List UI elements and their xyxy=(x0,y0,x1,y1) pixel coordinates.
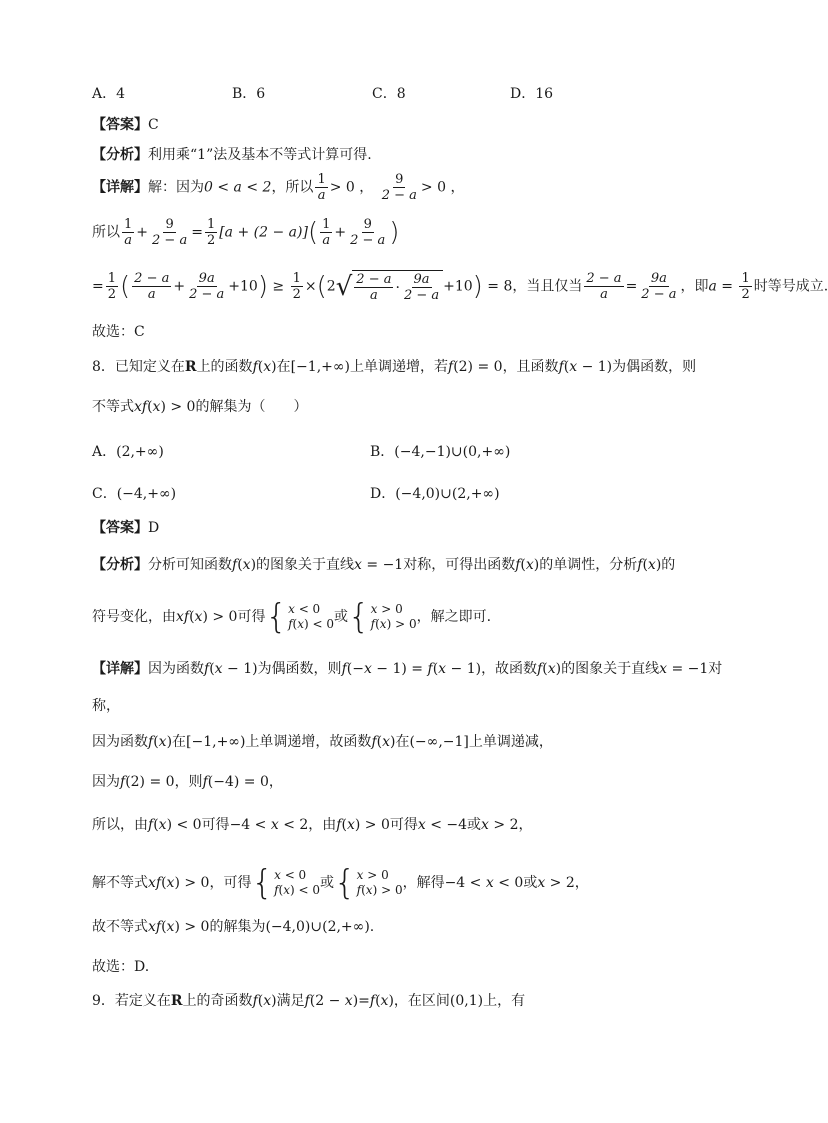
fraction: $\frac{9a}{2 - a}$ xyxy=(641,271,677,302)
q8-option-d: D．(−4,0)∪(2,+∞) xyxy=(370,486,500,502)
fraction: $\frac{9a}{2 - a}$ xyxy=(189,271,225,302)
real-set-symbol: R xyxy=(184,359,197,375)
detail-text: 故不等式 xyxy=(92,919,148,935)
q8-analysis-line-1: 【分析】分析可知函数f(x)的图象关于直线x = −1对称，可得出函数f(x)的单调性，分析f(x)的 xyxy=(92,557,676,573)
stem-text: 满足 xyxy=(276,993,305,1009)
detail-text: 在[−1,+∞)上单调递增，故函数 xyxy=(172,734,372,750)
q8-option-b: B．(−4,−1)∪(0,+∞) xyxy=(370,444,511,460)
fraction: $\frac{9}{2 - a}$ xyxy=(381,172,417,203)
answer-value: D xyxy=(148,520,160,536)
q7-detail-line-1 xyxy=(92,172,464,203)
stem-text: 不等式 xyxy=(92,399,134,415)
detail-text: 的图象关于直线 xyxy=(561,661,660,677)
fraction: $\frac{1}{2}$ xyxy=(741,271,750,302)
square-root: √ $\frac{2 - a}{a}$ · $\frac{9a}{2 - a}$ xyxy=(336,270,443,303)
math-condition: 0 < a < 2 xyxy=(204,179,272,196)
stem-text: 在[−1,+∞)上单调递增，若 xyxy=(276,359,448,375)
math-text: > 0 ， xyxy=(329,179,374,196)
detail-text: 对 xyxy=(708,661,723,677)
q8-detail-line-1b: 称， xyxy=(92,698,120,714)
stem-text: ，在区间 xyxy=(393,993,450,1009)
analysis-text: 的单调性，分析 xyxy=(539,557,638,573)
q7-analysis xyxy=(92,146,372,164)
q8-detail-line-2: 因为函数f(x)在[−1,+∞)上单调递增，故函数f(x)在(−∞,−1]上单调递减， xyxy=(92,734,553,750)
q7-option-b: B．6 xyxy=(232,86,266,102)
q7-option-a: A．4 xyxy=(92,86,126,102)
q8-option-c: C．(−4,+∞) xyxy=(92,486,177,502)
q8-detail-line-4: 所以，由f(x) < 0可得−4 < x < 2，由f(x) > 0可得x < −4或x > 2， xyxy=(92,817,533,833)
q8-detail-line-5: 解不等式xf(x) > 0，可得 { x < 0 f(x) < 0 或 { x > 0 f(x) > 0 ，解得−4 < x < 0或x > 2， xyxy=(92,863,589,903)
fraction: $\frac{1}{2}$ xyxy=(206,217,216,248)
fraction: $\frac{1}{a}$ xyxy=(124,217,133,248)
q8-conclusion: 故选：D. xyxy=(92,959,150,975)
inequality-system: { x < 0 f(x) < 0 xyxy=(265,597,335,637)
detail-text: 或 xyxy=(523,875,538,891)
fraction: $\frac{1}{2}$ xyxy=(292,271,301,302)
q7-detail-line-3: = $\frac{1}{2}$ ( $\frac{2 - a}{a}$ + $\frac{9a}{2 - a}$ +10) ≥ $\frac{1}{2}$ ×(2 √ $\frac{2 - a}{a}$ · $\frac{9a}{2 - a}$ +10) = 8，当且仅当 $\frac{2 - a}{a}$ = $\frac{9a}{2 - a}$ ，即a = $\frac{1}{2}$ 时等号成立. xyxy=(92,271,828,303)
q7-option-c: C．8 xyxy=(372,86,406,102)
detail-text: 可得 xyxy=(389,817,418,833)
answer-tag: 【答案】 xyxy=(92,117,148,133)
analysis-text: 分析可知函数 xyxy=(148,557,232,573)
detail-tag: 【详解】 xyxy=(92,179,148,196)
answer-tag: 【答案】 xyxy=(92,520,148,536)
detail-text: ，解得 xyxy=(402,875,445,891)
stem-text: 9．若定义在 xyxy=(92,993,171,1009)
analysis-text: 对称，可得出函数 xyxy=(403,557,516,573)
detail-text: ，可得 xyxy=(209,875,252,891)
fraction: $\frac{1}{a}$ xyxy=(322,217,331,248)
real-set-symbol: R xyxy=(170,993,183,1009)
detail-text: ，则 xyxy=(174,774,203,790)
q7-option-d: D．16 xyxy=(510,86,554,102)
q8-analysis-line-2: 符号变化，由xf(x) > 0可得 { x < 0 f(x) < 0 或 { x > 0 f(x) > 0 ，解之即可. xyxy=(92,597,492,637)
analysis-text: 可得 xyxy=(237,609,266,625)
detail-text: . xyxy=(369,919,375,935)
detail-text: ，由 xyxy=(308,817,337,833)
detail-text: 因为函数 xyxy=(92,734,148,750)
detail-text: ，故函数 xyxy=(481,661,538,677)
detail-text: 的解集为 xyxy=(209,919,266,935)
q7-answer xyxy=(92,116,159,134)
fraction: $\frac{9}{2 - a}$ xyxy=(350,217,386,248)
analysis-text: 的图象关于直线 xyxy=(256,557,355,573)
fraction: $\frac{2 - a}{a}$ xyxy=(134,271,170,302)
stem-text: 8．已知定义在 xyxy=(92,359,185,375)
detail-text: ， xyxy=(574,875,589,891)
detail-text: 或 xyxy=(467,817,482,833)
detail-text: 所以，由 xyxy=(92,817,148,833)
detail-text: 因为 xyxy=(92,774,120,790)
analysis-text: 符号变化，由 xyxy=(92,609,176,625)
q8-detail-line-3: 因为f(2) = 0，则f(−4) = 0， xyxy=(92,774,283,790)
detail-text: 解：因为 xyxy=(148,179,204,196)
q8-detail-line-1: 【详解】因为函数f(x − 1)为偶函数，则f(−x − 1) = f(x − 1)，故函数f(x)的图象关于直线x = −1对 xyxy=(92,661,723,677)
fraction: $\frac{9}{2 - a}$ xyxy=(152,217,188,248)
inequality-system: { x < 0 f(x) < 0 xyxy=(251,863,321,903)
fraction: $\frac{1}{a}$ xyxy=(317,172,326,203)
detail-text: 为偶函数，则 xyxy=(257,661,342,677)
analysis-tag: 【分析】 xyxy=(92,147,148,163)
q8-answer xyxy=(92,519,159,537)
detail-text: ，所以 xyxy=(271,179,314,196)
analysis-text: 利用乘“1”法及基本不等式计算可得. xyxy=(148,147,372,163)
detail-text: 因为函数 xyxy=(148,661,204,677)
answer-value: C xyxy=(148,117,159,133)
stem-text: 为偶函数，则 xyxy=(612,359,697,375)
math-text: > 0 ， xyxy=(420,179,465,196)
detail-text: 或 xyxy=(320,875,335,891)
detail-text: ，即 xyxy=(680,278,709,295)
inequality-system: { x > 0 f(x) > 0 xyxy=(348,597,417,637)
stem-text: 上的奇函数 xyxy=(182,993,253,1009)
q8-stem-line-2: 不等式xf(x) > 0的解集为（ ） xyxy=(92,399,308,415)
detail-text: ， xyxy=(268,774,283,790)
q8-stem-line-1: 8．已知定义在R上的函数f(x)在[−1,+∞)上单调递增，若f(2) = 0，且函数f(x − 1)为偶函数，则 xyxy=(92,359,697,375)
inequality-system: { x > 0 f(x) > 0 xyxy=(334,863,403,903)
stem-text: 上的函数 xyxy=(196,359,253,375)
analysis-text: 或 xyxy=(334,609,349,625)
detail-text: 在(−∞,−1]上单调递减， xyxy=(395,734,553,750)
detail-tag: 【详解】 xyxy=(92,661,148,677)
analysis-tag: 【分析】 xyxy=(92,557,148,573)
stem-text: 的解集为（ ） xyxy=(195,399,308,415)
analysis-text: 的 xyxy=(661,557,676,573)
q8-detail-line-6: 故不等式xf(x) > 0的解集为(−4,0)∪(2,+∞). xyxy=(92,919,375,935)
detail-text: 解不等式 xyxy=(92,875,148,891)
fraction: $\frac{1}{2}$ xyxy=(107,271,117,302)
q8-option-a: A．(2,+∞) xyxy=(92,444,164,460)
detail-text: 所以 xyxy=(92,224,120,241)
analysis-text: ，解之即可. xyxy=(416,609,492,625)
q7-conclusion: 故选：C xyxy=(92,324,145,340)
q9-stem: 9．若定义在R上的奇函数f(x)满足f(2 − x)=f(x)，在区间(0,1)上，有 xyxy=(92,993,526,1009)
stem-text: 上，有 xyxy=(483,993,526,1009)
detail-text: ， xyxy=(518,817,533,833)
detail-text: 可得 xyxy=(201,817,230,833)
detail-text: 时等号成立. xyxy=(753,278,828,295)
q7-detail-line-2: 所以 $\frac{1}{a}$ + $\frac{9}{2 - a}$ = $\frac{1}{2}$ [a + (2 − a)]( $\frac{1}{a}$ + $\frac{9}{2 - a}$ ) xyxy=(92,217,400,248)
stem-text: ，且函数 xyxy=(502,359,559,375)
detail-text: ，当且仅当 xyxy=(512,278,583,295)
fraction: $\frac{2 - a}{a}$ xyxy=(586,271,622,302)
